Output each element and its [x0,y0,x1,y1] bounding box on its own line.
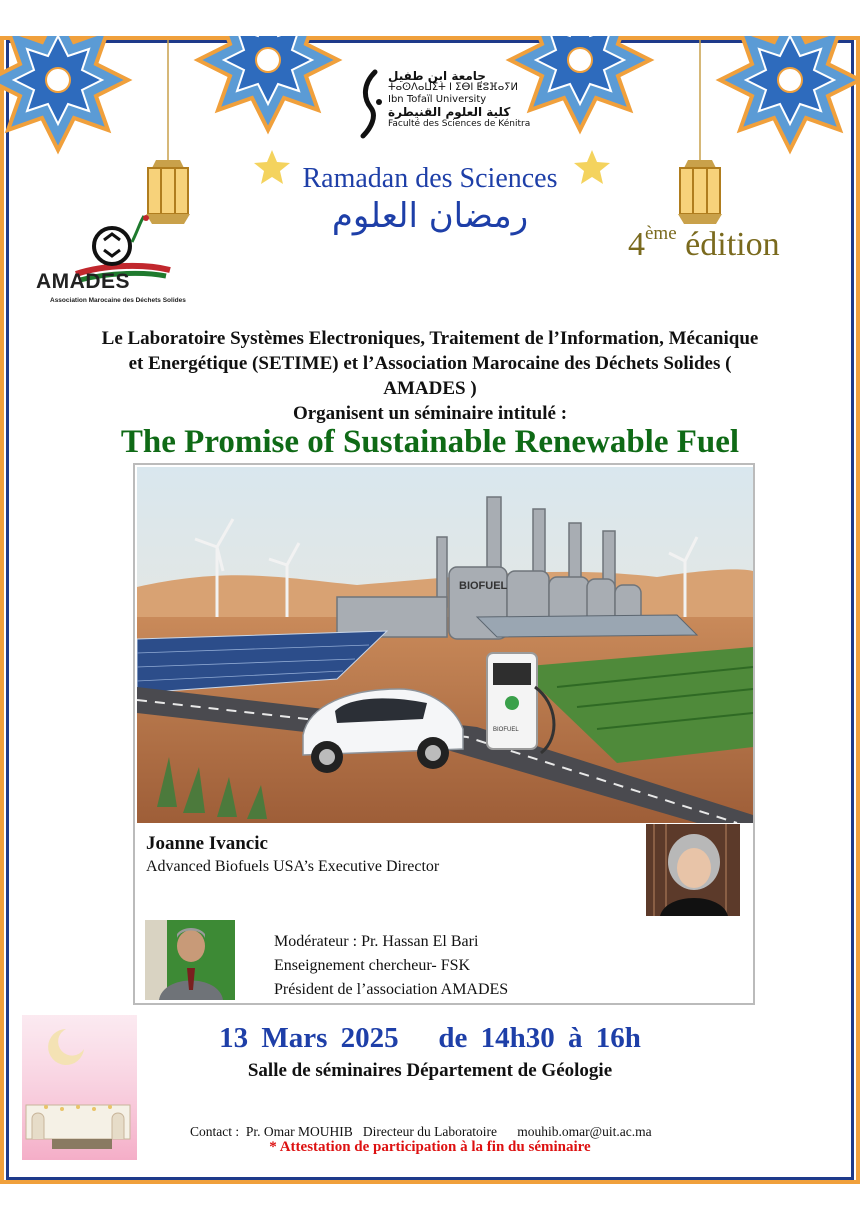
faculty-ar-name: كلية العلوم القنيطرة [388,105,511,119]
seminar-time: de 14h30 à 16h [438,1022,641,1054]
factory-sign-text: BIOFUEL [459,580,508,592]
pump-label-text: BIOFUEL [493,727,519,733]
edition-label [628,223,780,264]
organizers-line-2: et Energétique (SETIME) et l’Association Marocaine des Déchets Solides ( [128,353,732,374]
organizers-line-3: AMADES ) [383,378,477,399]
moderator-line-3: Président de l’association AMADES [274,981,509,998]
ibn-tofail-logo-icon [357,68,385,140]
organizers-line-1: Le Laboratoire Systèmes Electroniques, Traitement de l’Information, Mécanique [101,328,759,349]
seminar-date: 13 Mars 2025 [219,1022,399,1054]
edition-suffix: ème [645,223,677,244]
speaker-photo [646,824,740,916]
speaker-role: Advanced Biofuels USA’s Executive Director [146,858,440,875]
hero-illustration [137,467,753,823]
seminar-datetime [0,1022,860,1055]
university-amazigh-name: ⵜⴰⵙⴷⴰⵡⵉⵜ ⵏ ⵉⴱⵏ ⵟⵓⴼⴰⵢⵍ [388,82,519,93]
university-ar-name: جامعة ابن طفيل [388,69,486,83]
attestation-note: * Attestation de participation à la fin du séminaire [269,1139,591,1155]
series-title-fr: Ramadan des Sciences [302,163,558,194]
series-title-ar: رمضان العلوم [331,196,529,236]
amades-name: AMADES [36,270,131,293]
seminar-title: The Promise of Sustainable Renewable Fuel [120,424,740,460]
edition-word: édition [676,226,780,263]
amades-subtitle: Association Marocaine des Déchets Solides [50,297,186,304]
faculty-fr-name: Faculté des Sciences de Kénitra [388,119,531,129]
moderator-line-1: Modérateur : Pr. Hassan El Bari [274,933,479,950]
speaker-name: Joanne Ivancic [146,833,268,854]
university-en-name: Ibn Tofaïl University [388,94,487,105]
organizers-block [40,326,820,426]
contact-line: Contact : Pr. Omar MOUHIB Directeur du Laboratoire mouhib.omar@uit.ac.ma [190,1124,652,1139]
organizers-line-4: Organisent un séminaire intitulé : [292,403,568,424]
moderator-photo [145,920,235,1000]
seminar-venue: Salle de séminaires Département de Géologie [247,1060,613,1081]
university-name-block [388,70,530,130]
edition-number: 4 [628,226,645,263]
moderator-line-2: Enseignement chercheur- FSK [274,957,471,974]
